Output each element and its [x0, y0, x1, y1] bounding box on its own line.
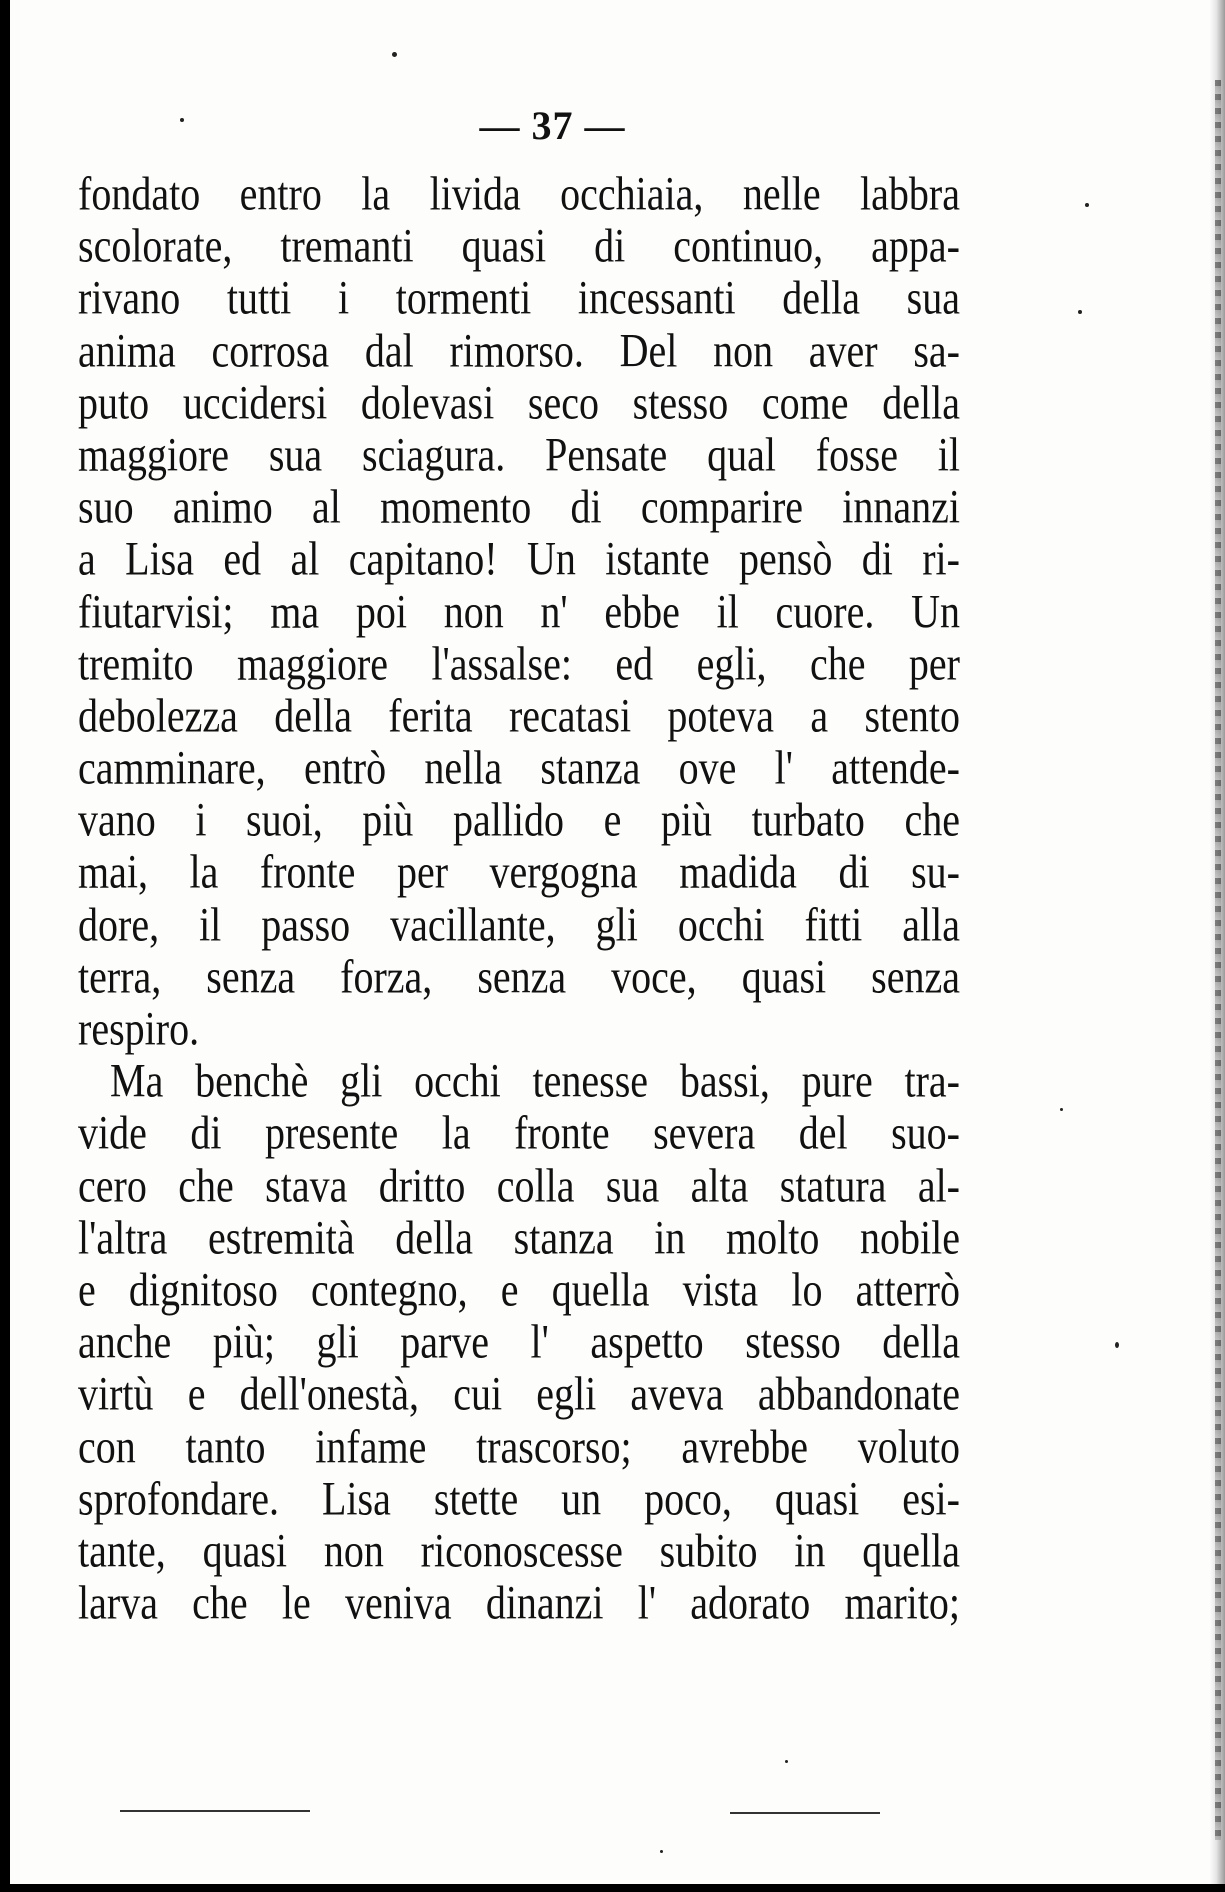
scan-speck — [1060, 1108, 1063, 1111]
text-line: fiutarvisi; ma poi non n' ebbe il cuore. Un — [78, 584, 960, 638]
text-line: Ma benchè gli occhi tenesse bassi, pure tra- — [110, 1054, 960, 1108]
paragraph-2 — [78, 1055, 960, 1629]
scan-speck — [1115, 1342, 1119, 1348]
scan-bottom-border — [0, 1884, 1225, 1892]
scan-left-border — [0, 0, 10, 1892]
text-line: vano i suoi, più pallido e più turbato che — [78, 793, 960, 847]
text-line: scolorate, tremanti quasi di continuo, appa- — [78, 219, 960, 273]
scan-speck — [392, 52, 397, 57]
text-line: vide di presente la fronte severa del suo- — [78, 1106, 960, 1160]
text-line: a Lisa ed al capitano! Un istante pensò di ri- — [78, 532, 960, 586]
page-number: — 37 — — [479, 103, 626, 148]
text-line: suo animo al momento di comparire innanzi — [78, 479, 960, 534]
text-line: camminare, entrò nella stanza ove l' attende- — [78, 740, 960, 795]
text-line: dore, il passo vacillante, gli occhi fitti alla — [78, 897, 960, 951]
text-line: con tanto infame trascorso; avrebbe voluto — [78, 1419, 960, 1473]
text-line: maggiore sua sciagura. Pensate qual fosse il — [78, 427, 960, 481]
text-line: l'altra estremità della stanza in molto nobile — [78, 1210, 960, 1264]
text-line: debolezza della ferita recatasi poteva a stento — [78, 688, 960, 742]
body-text — [78, 168, 960, 1629]
scan-speck — [1085, 203, 1089, 207]
scan-speck — [660, 1850, 663, 1853]
scan-speck — [180, 118, 184, 122]
text-line: puto uccidersi dolevasi seco stesso come della — [78, 375, 960, 429]
text-line: larva che le veniva dinanzi l' adorato marito; — [78, 1575, 960, 1630]
text-line: sprofondare. Lisa stette un poco, quasi esi- — [78, 1471, 960, 1525]
text-line: fondato entro la livida occhiaia, nelle labbra — [78, 166, 960, 220]
text-line: mai, la fronte per vergogna madida di su- — [78, 845, 960, 899]
text-line: tante, quasi non riconoscesse subito in quella — [78, 1523, 960, 1577]
text-line: e dignitoso contegno, e quella vista lo atterrò — [78, 1262, 960, 1316]
footer-rule-right — [730, 1812, 880, 1814]
scan-speck — [1078, 310, 1082, 314]
text-line: anima corrosa dal rimorso. Del non aver sa- — [78, 323, 960, 377]
text-line: cero che stava dritto colla sua alta statura al- — [78, 1158, 960, 1212]
footer-rule-left — [120, 1810, 310, 1812]
scan-speck — [785, 1760, 788, 1763]
text-line: tremito maggiore l'assalse: ed egli, che per — [78, 636, 960, 690]
page-edge-texture — [1215, 80, 1221, 1840]
text-line: respiro. — [78, 1001, 200, 1055]
paragraph-1 — [78, 168, 960, 1055]
text-line: virtù e dell'onestà, cui egli aveva abbandonate — [78, 1367, 960, 1421]
text-line: terra, senza forza, senza voce, quasi senza — [78, 949, 960, 1003]
text-line: rivano tutti i tormenti incessanti della sua — [78, 271, 960, 325]
text-line: anche più; gli parve l' aspetto stesso della — [78, 1314, 960, 1369]
